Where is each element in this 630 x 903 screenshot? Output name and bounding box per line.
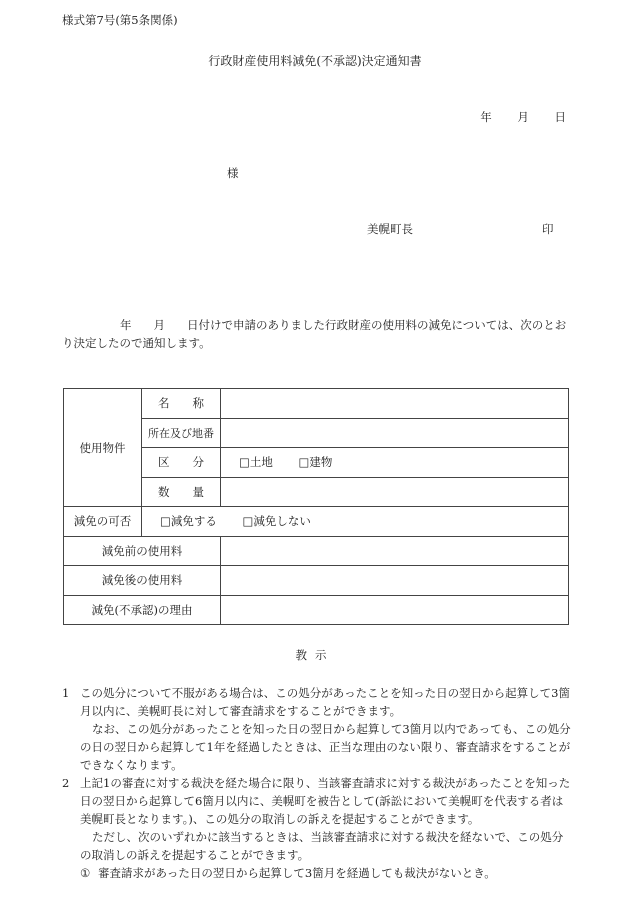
table-row — [64, 595, 569, 625]
addressee-suffix: 様 — [227, 166, 239, 180]
instruction-notes — [62, 684, 572, 882]
location-label: 所在及び地番 — [142, 418, 221, 448]
table-row — [64, 566, 569, 596]
fee-before-label: 減免前の使用料 — [64, 536, 221, 566]
date-year: 年 — [480, 110, 492, 124]
category-label: 区 分 — [142, 448, 221, 478]
note-2-sub: ただし、次のいずれかに該当するときは、当該審査請求に対する裁決を経ないで、この処分の取消しの訴えを提起することができます。 — [80, 830, 564, 862]
table-row — [64, 507, 569, 537]
approve-checkbox[interactable]: □減免する — [160, 514, 217, 529]
intro-paragraph — [62, 316, 570, 352]
document-title: 行政財産使用料減免(不承認)決定通知書 — [208, 54, 422, 68]
note-2-case-1: ① 審査請求があった日の翌日から起算して3箇月を経過しても裁決がないとき。 — [80, 866, 496, 880]
fee-after-label: 減免後の使用料 — [64, 566, 221, 596]
approval-options — [142, 507, 569, 537]
issue-date — [462, 111, 566, 125]
name-value — [221, 389, 569, 419]
intro-month: 月 — [153, 318, 165, 332]
fee-after-value — [221, 566, 569, 596]
approval-label: 減免の可否 — [64, 507, 142, 537]
quantity-label: 数 量 — [142, 477, 221, 507]
fee-before-value — [221, 536, 569, 566]
table-row — [64, 536, 569, 566]
form-number: 様式第7号(第5条関係) — [62, 13, 178, 27]
date-day: 日 — [554, 110, 566, 124]
instruction-heading: 教示 — [295, 648, 335, 662]
note-2: 2 上記1の審査に対する裁決を経た場合に限り、当該審査請求に対する裁決があったことを知った日の翌日から起算して6箇月以内に、美幌町を被告として(訴訟において美幌町を代表する者は美幌町長となります。)、この処分の取消しの訴えを提起することができます。 — [62, 776, 571, 826]
reason-value — [221, 595, 569, 625]
intro-year: 年 — [120, 318, 132, 332]
intro-text: 日付けで申請のありました行政財産の使用料の減免については、次のとおり決定したので通知します。 — [62, 318, 567, 350]
issuer: 美幌町長 — [367, 222, 413, 236]
note-1: 1 この処分について不服がある場合は、この処分があったことを知った日の翌日から起算して3箇月以内に、美幌町長に対して審査請求をすることができます。 — [62, 686, 570, 718]
table-row — [64, 389, 569, 419]
decision-table — [63, 388, 569, 625]
reason-label: 減免(不承認)の理由 — [64, 595, 221, 625]
building-checkbox[interactable]: □建物 — [298, 455, 333, 470]
category-options — [221, 448, 569, 478]
land-checkbox[interactable]: □土地 — [239, 455, 273, 470]
reject-checkbox[interactable]: □減免しない — [242, 514, 311, 529]
note-1-sub: なお、この処分があったことを知った日の翌日から起算して3箇月以内であっても、この処分の日の翌日から起算して1年を経過したときは、正当な理由のない限り、審査請求をすることができなくなります。 — [80, 722, 571, 772]
name-label: 名 称 — [142, 389, 221, 419]
seal-mark: 印 — [542, 222, 554, 236]
quantity-value — [221, 477, 569, 507]
date-month: 月 — [517, 110, 529, 124]
location-value — [221, 418, 569, 448]
property-header: 使用物件 — [64, 389, 142, 507]
